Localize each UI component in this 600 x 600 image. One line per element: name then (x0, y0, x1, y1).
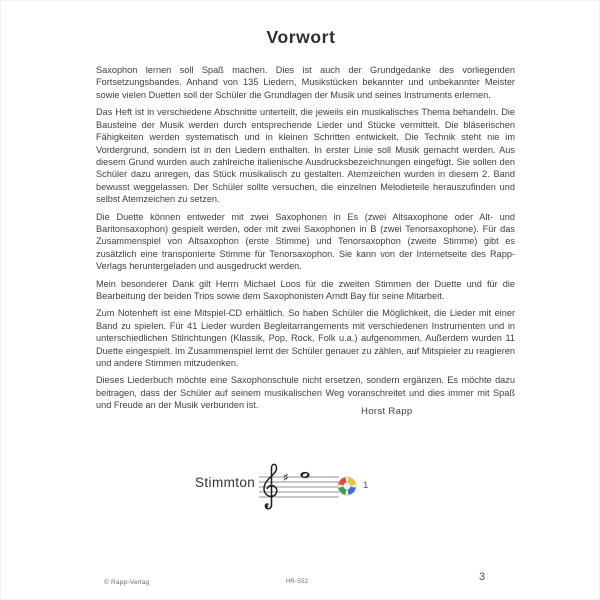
paragraph-duets: Die Duette können entweder mit zwei Saxophonen in Es (zwei Altsaxophone oder Alt- und Baritonsaxophon) gespielt werden, oder mit zwei Saxophonen in B (zwei Tenorsaxophone). Für das Zusammenspiel von Altsaxophon (erste Stimme) und Tenorsaxophon (zweite Stimme) gibt es zusätzlich eine transponierte Stimme für Tenorsaxophon. Sie kann von der Internetseite des Rapp-Verlags heruntergeladen und ausgedruckt werden. (96, 211, 515, 272)
treble-clef-dot (265, 505, 268, 508)
sharp-icon: ♯ (283, 470, 289, 485)
cd-icon (337, 476, 357, 496)
page-title: Vorwort (266, 27, 336, 47)
paragraph-cd: Zum Notenheft ist eine Mitspiel-CD erhältlich. So haben Schüler die Möglichkeit, die Lieder mit einer Band zu spielen. Für 41 Lieder wurden Begleitarrangements mit verschiedenen Instrumenten und in unterschiedlichen Stilrichtungen (Klassik, Pop, Rock, Folk u.a.) aufgenommen. Außerdem wurden 11 Duette eingespielt. Im Zusammenspiel lernt der Schüler genauer zu zählen, auf Mitspieler zu reagieren und andere Stimmen mitzudenken. (96, 308, 515, 369)
paragraph-intro: Saxophon lernen soll Spaß machen. Dies ist auch der Grundgedanke des vorliegenden Fortsetzungsbandes. Anhand von 135 Liedern, Musikstücken bekannter und unbekannter Meister sowie vielen Duetten soll der Schüler die Grundlagen der Musik und seines Instruments erlernen. (96, 65, 515, 100)
footer-copyright: © Rapp-Verlag (104, 579, 150, 586)
tuning-label: Stimmton (195, 475, 256, 490)
footer-page-number: 3 (479, 571, 486, 583)
whole-note-icon (300, 472, 309, 478)
signature: Horst Rapp (361, 406, 413, 417)
body-text (96, 64, 515, 417)
staff-notation (257, 458, 341, 514)
paragraph-structure: Das Heft ist in verschiedene Abschnitte unterteilt, die jeweils ein musikalisches Thema behandeln. Die Bausteine der Musik werden durch entsprechende Lieder und Stücke vermittelt. Die bläserischen Fähigkeiten werden systematisch und in kleinen Schritten entwickelt. Die Technik steht nie im Vordergrund, sondern ist in den Liedern enthalten. In erster Linie soll Musik gemacht werden. Aus diesem Grund wurden auch zahlreiche italienische Ausdrucksbezeichnungen eingefügt. Sie sollen den Schüler dazu anregen, das Stück musikalisch zu gestalten. Atemzeichen wurden in diesem 2. Band bewusst weggelassen. Der Schüler sollte versuchen, die einzelnen Melodieteile herauszufinden und selbst Atemzeichen zu setzen. (96, 107, 515, 205)
track-number: 1 (363, 480, 369, 491)
footer-catalog-number: HR-S52 (285, 579, 309, 585)
paragraph-closing: Dieses Liederbuch möchte eine Saxophonschule nicht ersetzen, sondern ergänzen. Es möchte dazu beitragen, dass der Schüler auf seinem musikalischen Weg voranschreitet und dies immer mit Spaß und Freude an der Musik verbunden ist. (96, 375, 515, 411)
paragraph-thanks: Mein besonderer Dank gilt Herrn Michael Loos für die zweiten Stimmen der Duette und für die Bearbeitung der beiden Trios sowie dem Saxophonisten Arndt Bay für seine Mitarbeit. (96, 278, 515, 302)
treble-clef-icon (264, 464, 277, 508)
